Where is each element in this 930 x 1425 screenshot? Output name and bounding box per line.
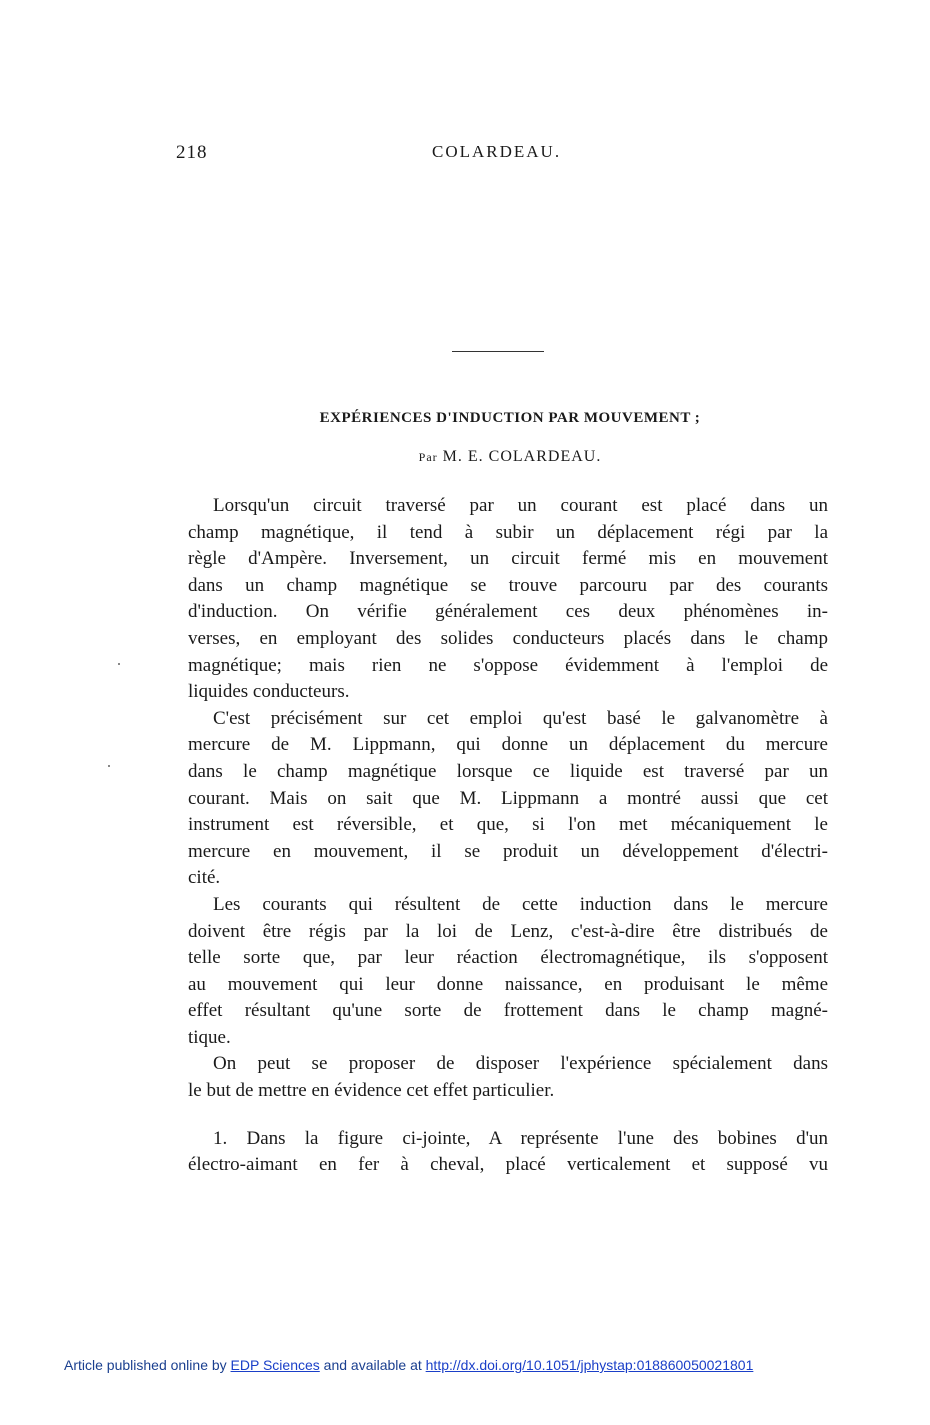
text-line: effet résultant qu'une sorte de frottement dans le champ magné- <box>188 1000 828 1022</box>
text-line: magnétique; mais rien ne s'oppose évidemment à l'emploi de <box>188 654 828 676</box>
page-number: 218 <box>176 142 208 163</box>
byline-prefix: Par <box>418 450 438 464</box>
paragraph-5 <box>188 1126 828 1179</box>
text-line: cité. <box>188 867 221 889</box>
text-line: d'induction. On vérifie généralement ces deux phénomènes in- <box>188 601 828 623</box>
paragraph-1 <box>188 493 828 706</box>
text-line: courant. Mais on sait que M. Lippmann a montré aussi que cet <box>188 787 828 809</box>
text-line: 1. Dans la figure ci-jointe, A représente l'une des bobines d'un <box>213 1127 828 1149</box>
margin-speck <box>118 663 120 665</box>
text-line: Lorsqu'un circuit traversé par un courant est placé dans un <box>213 495 828 516</box>
text-line: Les courants qui résultent de cette induction dans le mercure <box>213 893 828 915</box>
doi-link[interactable]: http://dx.doi.org/10.1051/jphystap:018860050021801 <box>425 1357 754 1373</box>
text-line: doivent être régis par la loi de Lenz, c'est-à-dire être distribués de <box>188 920 828 942</box>
text-line: verses, en employant des solides conducteurs placés dans le champ <box>188 627 828 649</box>
byline <box>190 448 830 466</box>
body-text <box>188 493 828 1179</box>
text-line: mercure de M. Lippmann, qui donne un déplacement du mercure <box>188 734 828 756</box>
publication-footer <box>64 1357 753 1373</box>
text-line: liquides conducteurs. <box>188 681 350 703</box>
publisher-link[interactable]: EDP Sciences <box>230 1357 320 1373</box>
text-line: C'est précisément sur cet emploi qu'est basé le galvanomètre à <box>213 707 828 729</box>
text-line: champ magnétique, il tend à subir un déplacement régi par la <box>188 521 828 543</box>
text-line: électro-aimant en fer à cheval, placé verticalement et supposé vu <box>188 1154 828 1176</box>
footer-middle: and available at <box>323 1357 422 1373</box>
paragraph-2 <box>188 706 828 892</box>
paragraph-4 <box>188 1051 828 1104</box>
text-line: dans le champ magnétique lorsque ce liquide est traversé par un <box>188 760 828 782</box>
paragraph-gap <box>188 1105 828 1126</box>
text-line: tique. <box>188 1026 231 1048</box>
section-divider <box>452 351 544 352</box>
text-line: mercure en mouvement, il se produit un développement d'électri- <box>188 840 828 862</box>
paragraph-3 <box>188 892 828 1052</box>
running-head: COLARDEAU. <box>432 142 562 161</box>
article-title: EXPÉRIENCES D'INDUCTION PAR MOUVEMENT ; <box>319 410 701 426</box>
footer-prefix: Article published online by <box>64 1357 227 1373</box>
margin-speck <box>108 765 110 767</box>
text-line: On peut se proposer de disposer l'expérience spécialement dans <box>213 1053 828 1075</box>
text-line: règle d'Ampère. Inversement, un circuit fermé mis en mouvement <box>188 548 828 570</box>
text-line: instrument est réversible, et que, si l'on met mécaniquement le <box>188 814 828 836</box>
text-line: dans un champ magnétique se trouve parcouru par des courants <box>188 574 828 596</box>
byline-author: M. E. COLARDEAU. <box>442 448 602 465</box>
text-line: le but de mettre en évidence cet effet particulier. <box>188 1080 555 1102</box>
text-line: au mouvement qui leur donne naissance, en produisant le même <box>188 973 828 995</box>
text-line: telle sorte que, par leur réaction électromagnétique, ils s'opposent <box>188 947 828 969</box>
